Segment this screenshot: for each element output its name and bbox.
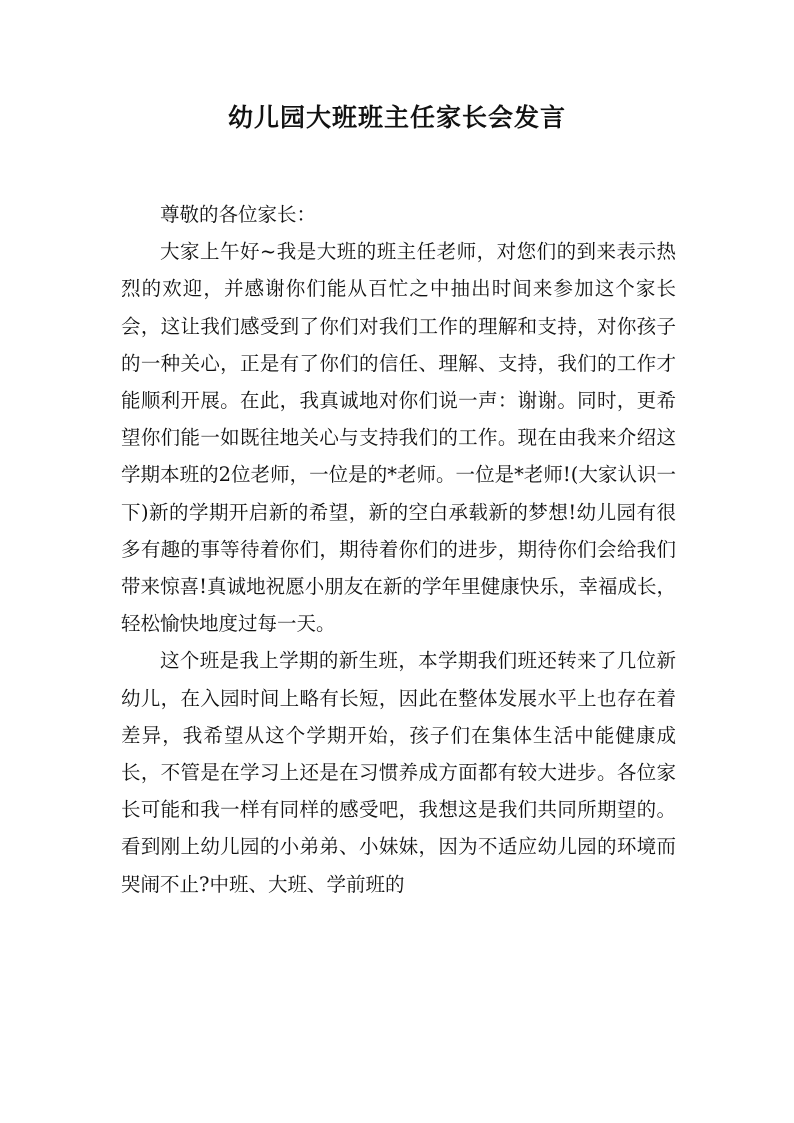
body-paragraph-2: 这个班是我上学期的新生班，本学期我们班还转来了几位新幼儿，在入园时间上略有长短，因此在整体发展水平上也存在着差异，我希望从这个学期开始，孩子们在集体生活中能健康成长，不管是在学习上还是在习惯养成方面都有较大进步。各位家长可能和我一样有同样的感受吧，我想这是我们共同所期望的。看到刚上幼儿园的小弟弟、小妹妹，因为不适应幼儿园的环境而哭闹不止?中班、大班、学前班的 bbox=[121, 649, 676, 896]
document-title: 幼儿园大班班主任家长会发言 bbox=[227, 103, 566, 132]
salutation-paragraph: 尊敬的各位家长： bbox=[160, 203, 317, 226]
body-paragraph-1: 大家上午好~我是大班的班主任老师，对您们的到来表示热烈的欢迎，并感谢你们能从百忙之中抽出时间来参加这个家长会，这让我们感受到了你们对我们工作的理解和支持，对你孩子的一种关心，正是有了你们的信任、理解、支持，我们的工作才能顺利开展。在此，我真诚地对你们说一声：谢谢。同时，更希望你们能一如既往地关心与支持我们的工作。现在由我来介绍这学期本班的2位老师，一位是的*老师。一位是*老师!(大家认识一下)新的学期开启新的希望，新的空白承载新的梦想!幼儿园有很多有趣的事等待着你们，期待着你们的进步，期待你们会给我们带来惊喜!真诚地祝愿小朋友在新的学年里健康快乐，幸福成长，轻松愉快地度过每一天。 bbox=[121, 240, 676, 636]
document-body bbox=[121, 196, 676, 903]
